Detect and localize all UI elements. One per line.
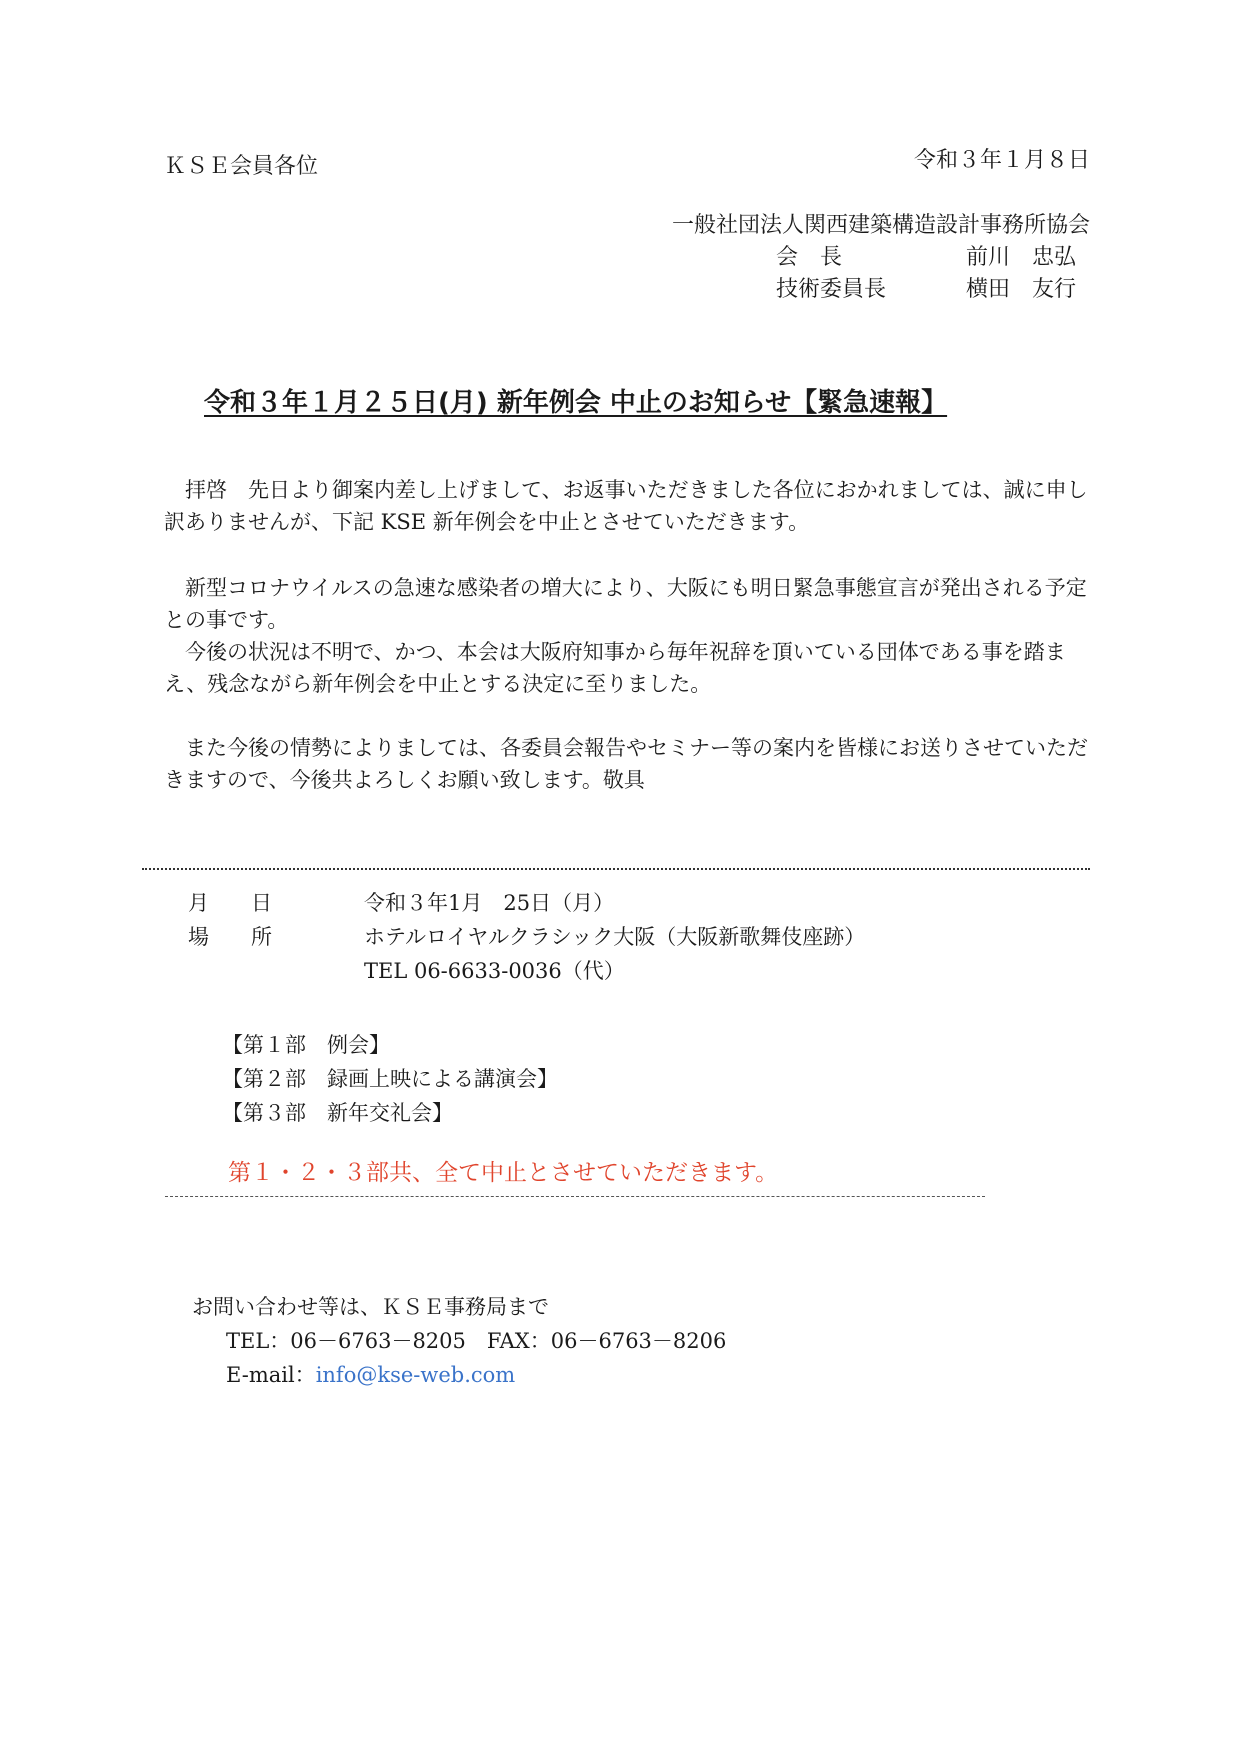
venue-label: 場 所 bbox=[188, 925, 272, 949]
contact-email-row bbox=[226, 1358, 515, 1392]
signer-role: 会 長 bbox=[776, 245, 843, 270]
email-link[interactable]: info@kse-web.com bbox=[315, 1363, 516, 1387]
dotted-divider bbox=[142, 868, 1090, 870]
body-paragraph-3: 今後の状況は不明で、かつ、本会は大阪府知事から毎年祝辞を頂いている団体である事を踏まえ、残念ながら新年例会を中止とする決定に至りました。 bbox=[164, 640, 1066, 696]
signer-name: 前川 忠弘 bbox=[966, 245, 1077, 270]
sender-block bbox=[672, 210, 1090, 306]
email-label: E-mail： bbox=[226, 1363, 316, 1387]
venue-value: ホテルロイヤルクラシック大阪（大阪新歌舞伎座跡） bbox=[364, 925, 866, 949]
signer-row bbox=[672, 242, 1090, 274]
body-paragraph-4: また今後の情勢によりましては、各委員会報告やセミナー等の案内を皆様にお送りさせていただきますので、今後共よろしくお願い致します。敬具 bbox=[164, 736, 1088, 792]
dashed-divider bbox=[165, 1196, 985, 1197]
date-value: 令和３年1月 25日（月） bbox=[364, 891, 615, 915]
signer-name: 横田 友行 bbox=[966, 277, 1077, 302]
program-part-1: 【第１部 例会】 bbox=[222, 1033, 390, 1057]
body-paragraph-1: 拝啓 先日より御案内差し上げまして、お返事いただきました各位におかれましては、誠に申し訳ありませんが、下記 KSE 新年例会を中止とさせていただきます。 bbox=[164, 478, 1088, 534]
cancel-notice: 第１・２・３部共、全て中止とさせていただきます。 bbox=[228, 1160, 779, 1186]
contact-intro: お問い合わせ等は、ＫＳＥ事務局まで bbox=[192, 1295, 549, 1319]
contact-phone-fax: TEL：06－6763－8205 FAX：06－6763－8206 bbox=[226, 1329, 727, 1353]
notice-title: 令和３年１月２５日(月) 新年例会 中止のお知らせ【緊急速報】 bbox=[204, 388, 948, 418]
recipient: ＫＳＥ会員各位 bbox=[164, 154, 319, 179]
signer-role: 技術委員長 bbox=[776, 277, 887, 302]
body-paragraph-2: 新型コロナウイルスの急速な感染者の増大により、大阪にも明日緊急事態宣言が発出される予定との事です。 bbox=[164, 576, 1087, 632]
document-date: 令和３年１月８日 bbox=[913, 148, 1090, 173]
venue-tel: TEL 06-6633-0036（代） bbox=[364, 959, 625, 983]
program-part-3: 【第３部 新年交礼会】 bbox=[222, 1101, 453, 1125]
date-label: 月 日 bbox=[188, 891, 272, 915]
organization-name: 一般社団法人関西建築構造設計事務所協会 bbox=[671, 213, 1090, 238]
signer-row bbox=[672, 274, 1090, 306]
program-part-2: 【第２部 録画上映による講演会】 bbox=[222, 1067, 558, 1091]
